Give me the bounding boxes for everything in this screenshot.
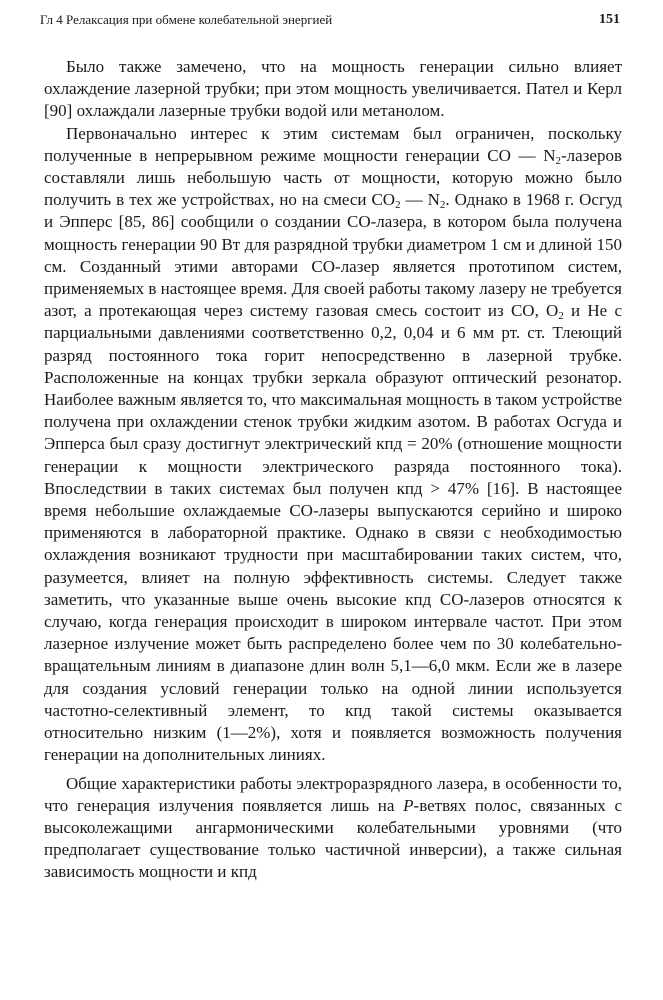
page-header (40, 12, 620, 38)
paragraph-3: Общие характеристики работы электроразрядного лазера, в особенности то, что генерация излучения появляется лишь на P-ветвях полос, связанных с высоколежащими ангармоническими колебательными уровнями (что предполагает существование только частичной инверсии), а также сильная зависимость мощности и кпд (44, 773, 622, 882)
paragraph-2: Первоначально интерес к этим системам был ограничен, поскольку полученные в непрерывном режиме мощности генерации CO — $N_2$-лазеров составляли лишь небольшую часть от мощности, которую можно было получить в тех же устройствах, но на смеси $CO_2$ — $N_2$. Однако в 1968 г. Осгуд и Эпперс [85, 86] сообщили о создании CO-лазера, в котором была получена мощность генерации 90 Вт для разрядной трубки диаметром 1 см и длиной 150 см. Созданный этими авторами CO-лазер является прототипом систем, применяемых в настоящее время. Для своей работы такому лазеру не требуется азот, а протекающая через систему газовая смесь состоит из CO, $O_2$ и He с парциальными давлениями соответственно 0,2, 0,04 и 6 мм рт. ст. Тлеющий разряд постоянного тока горит непосредственно в лазерной трубке. Расположенные на концах трубки зеркала образуют оптический резонатор. Наиболее важным является то, что максимальная мощность в таком устройстве получена при охлаждении стенок трубки жидким азотом. В работах Осгуда и Эпперса был сразу достигнут электрический кпд = 20% (отношение мощности генерации к мощности электрического разряда постоянного тока). Впоследствии в таких системах был получен кпд > 47% [16]. В настоящее время небольшие охлаждаемые CO-лазеры выпускаются серийно и широко применяются в лабораторной практике. Однако в связи с необходимостью охлаждения возникают трудности при масштабировании таких систем, что, разумеется, влияет на полную эффективность системы. Следует также заметить, что указанные выше очень высокие кпд CO-лазеров относятся к случаю, когда генерация происходит в широком интервале частот. При этом лазерное излучение может быть распределено более чем по 30 колебательно-вращательным линиям в диапазоне длин волн 5,1—6,0 мкм. Если же в лазере для создания условий генерации только на одной линии используется частотно-селективный элемент, то кпд такой системы оказывается относительно низким (1—2%), хотя и появляется возможность получения генерации на дополнительных линиях. (44, 123, 623, 765)
paragraph-1: Было также замечено, что на мощность генерации сильно влияет охлаждение лазерной трубки; при этом мощность увеличивается. Пател и Керл [90] охлаждали лазерные трубки водой или метанолом. (44, 57, 622, 121)
running-title: Гл 4 Релаксация при обмене колебательной энергией (40, 12, 333, 27)
page-body (44, 56, 622, 884)
page-number: 151 (599, 12, 620, 27)
